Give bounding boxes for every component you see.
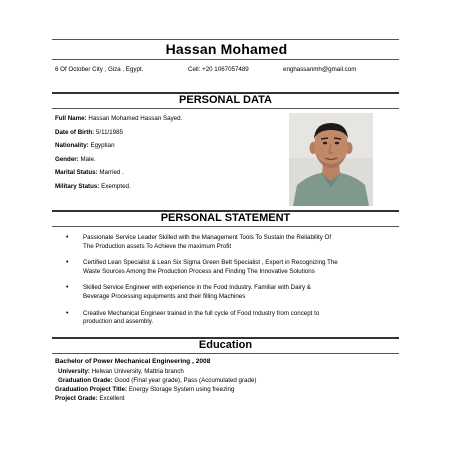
bullet-icon: •: [66, 284, 69, 292]
candidate-name: Hassan Mohamed: [165, 41, 288, 57]
statement-title: PERSONAL STATEMENT: [160, 212, 291, 224]
university-field: University: Helwan University, Mattria branch: [58, 368, 184, 375]
marital-status-label: Marital Status: [55, 169, 96, 176]
nationality-value: Egyptian: [90, 142, 115, 149]
personal-data-bottom-rule: [52, 108, 399, 109]
statement-line: Beverage Processing equipments and their filling Machines: [83, 292, 246, 300]
name-underline: [52, 59, 399, 60]
statement-line: The Production assets To Achieve the maximum Profit: [83, 242, 232, 250]
graduation-grade-label: Graduation Grade: [58, 377, 111, 384]
statement-line: Passionate Service Leader Skilled with the Management Tools To Sustain the Reliability Of: [83, 234, 332, 241]
military-status-label: Military Status: [55, 183, 98, 190]
date-of-birth-value: 5/11/1985: [95, 129, 123, 136]
marital-status-value: Married .: [99, 169, 124, 176]
statement-line: Creative Mechanical Engineer trained in the full cycle of Food Industry from concept to: [83, 309, 320, 317]
bullet-icon: •: [66, 309, 69, 317]
graduation-grade-value: Good (Final year grade), Pass (Accumulated grade): [114, 377, 257, 384]
military-status-field: Military Status: Exempted.: [55, 183, 131, 190]
statement-line: Waste Sources Among the Production Process and Finding The Innovative Solutions: [83, 267, 315, 275]
statement-line: Skilled Service Engineer with experience in the Food Industry. Familiar with Dairy &: [83, 284, 311, 292]
statement-list: [55, 234, 395, 335]
address: 6 Of October City , Giza , Egypt.: [55, 66, 144, 73]
personal-data-title: PERSONAL DATA: [179, 94, 272, 106]
list-item: [55, 234, 395, 251]
education-title: Education: [198, 339, 253, 351]
profile-photo: [289, 113, 373, 206]
bullet-icon: •: [66, 259, 69, 267]
full-name-label: Full Name: [55, 115, 85, 122]
degree: [55, 358, 210, 365]
degree-text: Bachelor of Power Mechanical Engineering , 2008: [55, 358, 211, 365]
email-link[interactable]: enghassanmh@gmail.com: [283, 66, 357, 73]
list-item: [55, 310, 395, 327]
top-rule: [52, 39, 399, 40]
military-status-value: Exempted.: [101, 183, 131, 190]
university-value: Helwan University, Mattria branch: [91, 368, 184, 375]
project-grade-value: Excellent: [99, 395, 125, 402]
education-bottom-rule: [52, 353, 399, 354]
project-title-value: Energy Storage System using freezing: [128, 386, 235, 393]
project-grade-label: Project Grade: [55, 395, 96, 402]
gender-label: Gender: [55, 156, 77, 163]
project-title-label: Graduation Project Title: [55, 386, 126, 393]
date-of-birth-field: Date of Birth: 5/11/1985: [55, 129, 123, 136]
nationality-field: Nationality: Egyptian: [55, 142, 115, 149]
gender-field: Gender: Male.: [55, 156, 96, 163]
list-item: [55, 284, 395, 301]
project-grade-field: Project Grade: Excellent: [55, 395, 125, 402]
bullet-icon: •: [66, 234, 69, 241]
statement-line: production and assembly.: [83, 318, 154, 326]
list-item: [55, 259, 395, 276]
project-title-field: Graduation Project Title: Energy Storage System using freezing: [55, 386, 235, 393]
date-of-birth-label: Date of Birth: [55, 129, 93, 136]
gender-value: Male.: [80, 156, 96, 163]
nationality-label: Nationality: [55, 142, 87, 149]
cell-phone: Cell: +20 1067057489: [188, 66, 249, 73]
graduation-grade-field: Graduation Grade: Good (Final year grade), Pass (Accumulated grade): [58, 377, 257, 384]
statement-line: Certified Lean Specialist & Lean Six Sigma Green Belt Specialist , Expert in Recognizing The: [83, 259, 338, 267]
marital-status-field: Marital Status: Married .: [55, 169, 124, 176]
university-label: University: [58, 368, 88, 375]
statement-bottom-rule: [52, 226, 399, 227]
full-name-value: Hassan Mohamed Hassan Sayed.: [88, 115, 183, 122]
full-name-field: Full Name: Hassan Mohamed Hassan Sayed.: [55, 115, 183, 122]
